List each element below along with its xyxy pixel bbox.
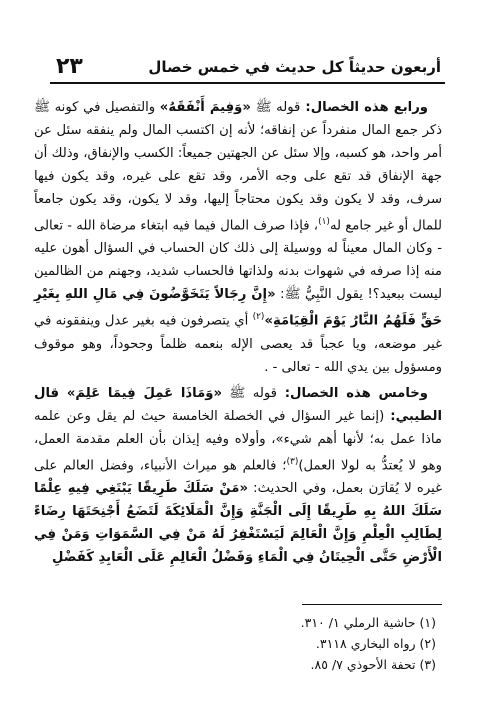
footnote-separator bbox=[302, 604, 442, 605]
running-title: أربعون حديثاً كل حديث في خمس خصال bbox=[148, 58, 441, 76]
text-run: والتفصيل في كونه ﷺ ذكر جمع المال منفرداً عن إنفاقه؛ لأنه إن اكتسب المال ولم ينفقه سئل عن أمر واحد، هو كسبه، وإلا سئل عن الجهتين جميعاً: الكسب والإنفاق، وذلك أن جهة الإنفاق قد تقع على وجه الأمر، وقد تقع على غيره، وقد يكون فيها سرف، وقد لا يكون وقد يكون محتاجاً إليها، وقد لا يكون، وقد يكون جامعاً للمال أو غير جامع له bbox=[34, 100, 442, 234]
text-run: أي يتصرفون فيه بغير عدل وينفقونه في غير موضعه، ويا عجباً قد يعصى الإله بنعمه ظلماً وجحوداً، وهو موقوف ومسؤول بين يدي الله - تعالى - . bbox=[34, 313, 442, 375]
hadith-quote: «إِنَّ رِجَالاً يَتَخَوَّضُونَ فِي مَالِ اللهِ بِغَيْرِ حَقٍّ فَلَهُمُ النَّارُ يَوْمَ الْقِيَامَةِ» bbox=[34, 287, 442, 329]
text-run: قوله ﷺ bbox=[222, 385, 277, 401]
footnote-ref: (٢) bbox=[252, 312, 265, 323]
paragraph bbox=[34, 96, 442, 379]
footnote: (٣) تحفة الأحوذي ٧/ ٨٥. bbox=[310, 657, 436, 672]
page-number: ٢٣ bbox=[56, 54, 83, 79]
text-run: «وَفِيمَ أَنْفَقَهُ» bbox=[159, 100, 251, 115]
footnote: (٢) رواه البخاري ٣١١٨. bbox=[315, 636, 436, 651]
text-run: «وَمَاذَا عَمِلَ فِيمَا عَلِمَ» bbox=[66, 385, 223, 401]
text-run: وخامس هذه الخصال: bbox=[276, 385, 429, 401]
footnotes bbox=[301, 612, 436, 675]
text-run: ؛ فالعلم هو ميراث الأنبياء، وفضل العالم على غيره لا يُقارَن بعمل، وفي الحديث: bbox=[34, 458, 442, 497]
paragraph bbox=[34, 382, 442, 569]
text-run: (إنما غير السؤال في الخصلة الخامسة حيث لم يقل وعن علمه ماذا عمل به؛ لأنها أهم شيء»، وأولاه وفيه إيذان بأن العلم مقدمة العمل، وهو لا يُعتدُّ به لولا العمل) bbox=[34, 408, 442, 474]
hadith-quote: «مَنْ سَلَكَ طَرِيقًا يَبْتَغِي فِيهِ عِلْمًا سَلَكَ اللهُ بِهِ طَرِيقًا إِلَى الْجَنَّةِ وَإِنَّ الْمَلَائِكَةَ لَتَضَعُ أَجْنِحَتَهَا رِضَاءً لِطَالِبِ الْعِلْمِ وَإِنَّ الْعَالِمَ لَيَسْتَغْفِرُ لَهُ مَنْ فِي السَّمَوَاتِ وَمَنْ فِي الْأَرْضِ حَتَّى الْحِيتَانُ فِي الْمَاءِ وَفَضْلُ الْعَالِمِ عَلَى الْعَابِدِ كَفَضْلِ bbox=[34, 481, 442, 566]
page-header bbox=[50, 50, 445, 84]
footnote-ref: (١) bbox=[318, 217, 330, 227]
text-run: ، فإذا صرف المال فيما فيه ابتغاء مرضاة الله - تعالى - وكان المال معيناً له ووسيلة إلى ذلك كان الحساب في السؤال أهون عليه منه إذا صرفه في شهوات بدنه ولذاتها فالحساب شديد، وجهنم من الظالمين ليست ببعيد؟! يقول النَّبِيُّ ﷺ: bbox=[34, 218, 442, 303]
body-text bbox=[34, 96, 442, 569]
text-run: ورابع هذه الخصال: bbox=[300, 100, 428, 115]
footnote-ref: (٣) bbox=[286, 456, 299, 467]
text-run: قال الطيبي: bbox=[34, 385, 442, 424]
footnote: (١) حاشية الرملي ١/ ٣١٠. bbox=[300, 615, 436, 630]
header-rule bbox=[50, 82, 445, 84]
text-run: قوله ﷺ bbox=[250, 100, 301, 115]
